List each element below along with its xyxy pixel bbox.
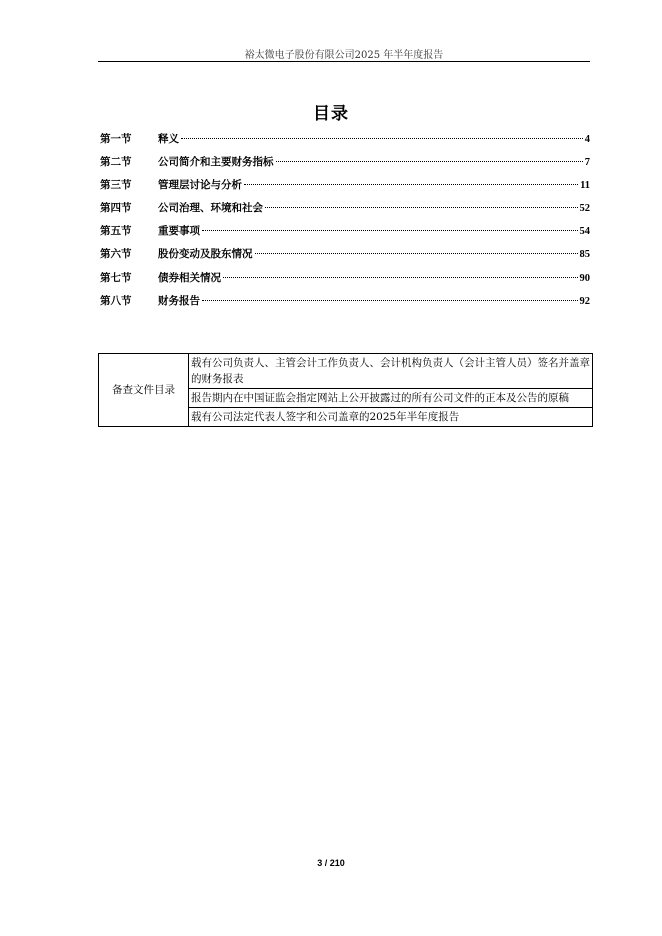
reference-documents-label: 备查文件目录 [99, 354, 189, 427]
toc-page-number: 11 [580, 180, 590, 192]
header-divider [98, 61, 590, 62]
reference-document-item: 载有公司负责人、主管会计工作负责人、会计机构负责人（会计主管人员）签名并盖章的财务报表 [189, 354, 593, 389]
toc-section-title: 管理层讨论与分析 [158, 179, 242, 192]
toc-leader-dots [202, 230, 578, 231]
toc-section-title: 公司简介和主要财务指标 [158, 156, 274, 169]
toc-section-number: 第一节 [100, 133, 132, 145]
table-row [99, 354, 593, 389]
toc-section-number: 第六节 [100, 248, 132, 261]
toc-section-number: 第七节 [100, 271, 132, 284]
reference-documents-table [98, 353, 593, 427]
toc-section-number: 第四节 [100, 202, 132, 215]
toc-section-title: 公司治理、环境和社会 [158, 202, 263, 215]
toc-leader-dots [255, 253, 578, 254]
toc-leader-dots [202, 300, 578, 301]
toc-leader-dots [181, 138, 583, 139]
toc-page-number: 54 [579, 226, 590, 238]
reference-document-item: 报告期内在中国证监会指定网站上公开披露过的所有公司文件的正本及公告的原稿 [189, 389, 593, 408]
toc-section-number: 第二节 [100, 156, 132, 169]
toc-entry-2[interactable] [100, 154, 590, 177]
toc-section-title: 债券相关情况 [158, 271, 221, 284]
toc-section-number: 第三节 [100, 179, 132, 192]
toc-section-number: 第八节 [100, 294, 132, 307]
toc-entry-7[interactable] [100, 270, 590, 293]
toc-leader-dots [276, 161, 583, 162]
table-of-contents [100, 131, 590, 316]
toc-section-number: 第五节 [100, 225, 132, 238]
reference-document-item: 载有公司法定代表人签字和公司盖章的2025年半年度报告 [189, 408, 593, 427]
toc-page-number: 4 [584, 134, 590, 145]
toc-entry-1[interactable] [100, 131, 590, 154]
toc-section-title: 股份变动及股东情况 [158, 248, 253, 261]
toc-leader-dots [265, 207, 578, 208]
page-header: 裕太微电子股份有限公司2025 年半年度报告 [244, 50, 444, 61]
toc-section-title: 财务报告 [158, 294, 200, 307]
toc-page-number: 92 [579, 295, 590, 307]
toc-section-title: 释义 [158, 133, 179, 145]
toc-section-title: 重要事项 [158, 225, 200, 238]
toc-leader-dots [244, 184, 578, 185]
toc-leader-dots [223, 277, 578, 278]
toc-entry-4[interactable] [100, 200, 590, 223]
toc-entry-5[interactable] [100, 223, 590, 246]
toc-page-number: 85 [579, 249, 590, 261]
toc-entry-3[interactable] [100, 177, 590, 200]
toc-page-number: 7 [584, 157, 590, 169]
toc-entry-8[interactable] [100, 293, 590, 316]
toc-page-number: 90 [579, 272, 590, 284]
toc-title: 目录 [313, 104, 349, 124]
page-number-footer: 3 / 210 [317, 858, 345, 868]
toc-page-number: 52 [579, 203, 590, 215]
toc-entry-6[interactable] [100, 246, 590, 269]
